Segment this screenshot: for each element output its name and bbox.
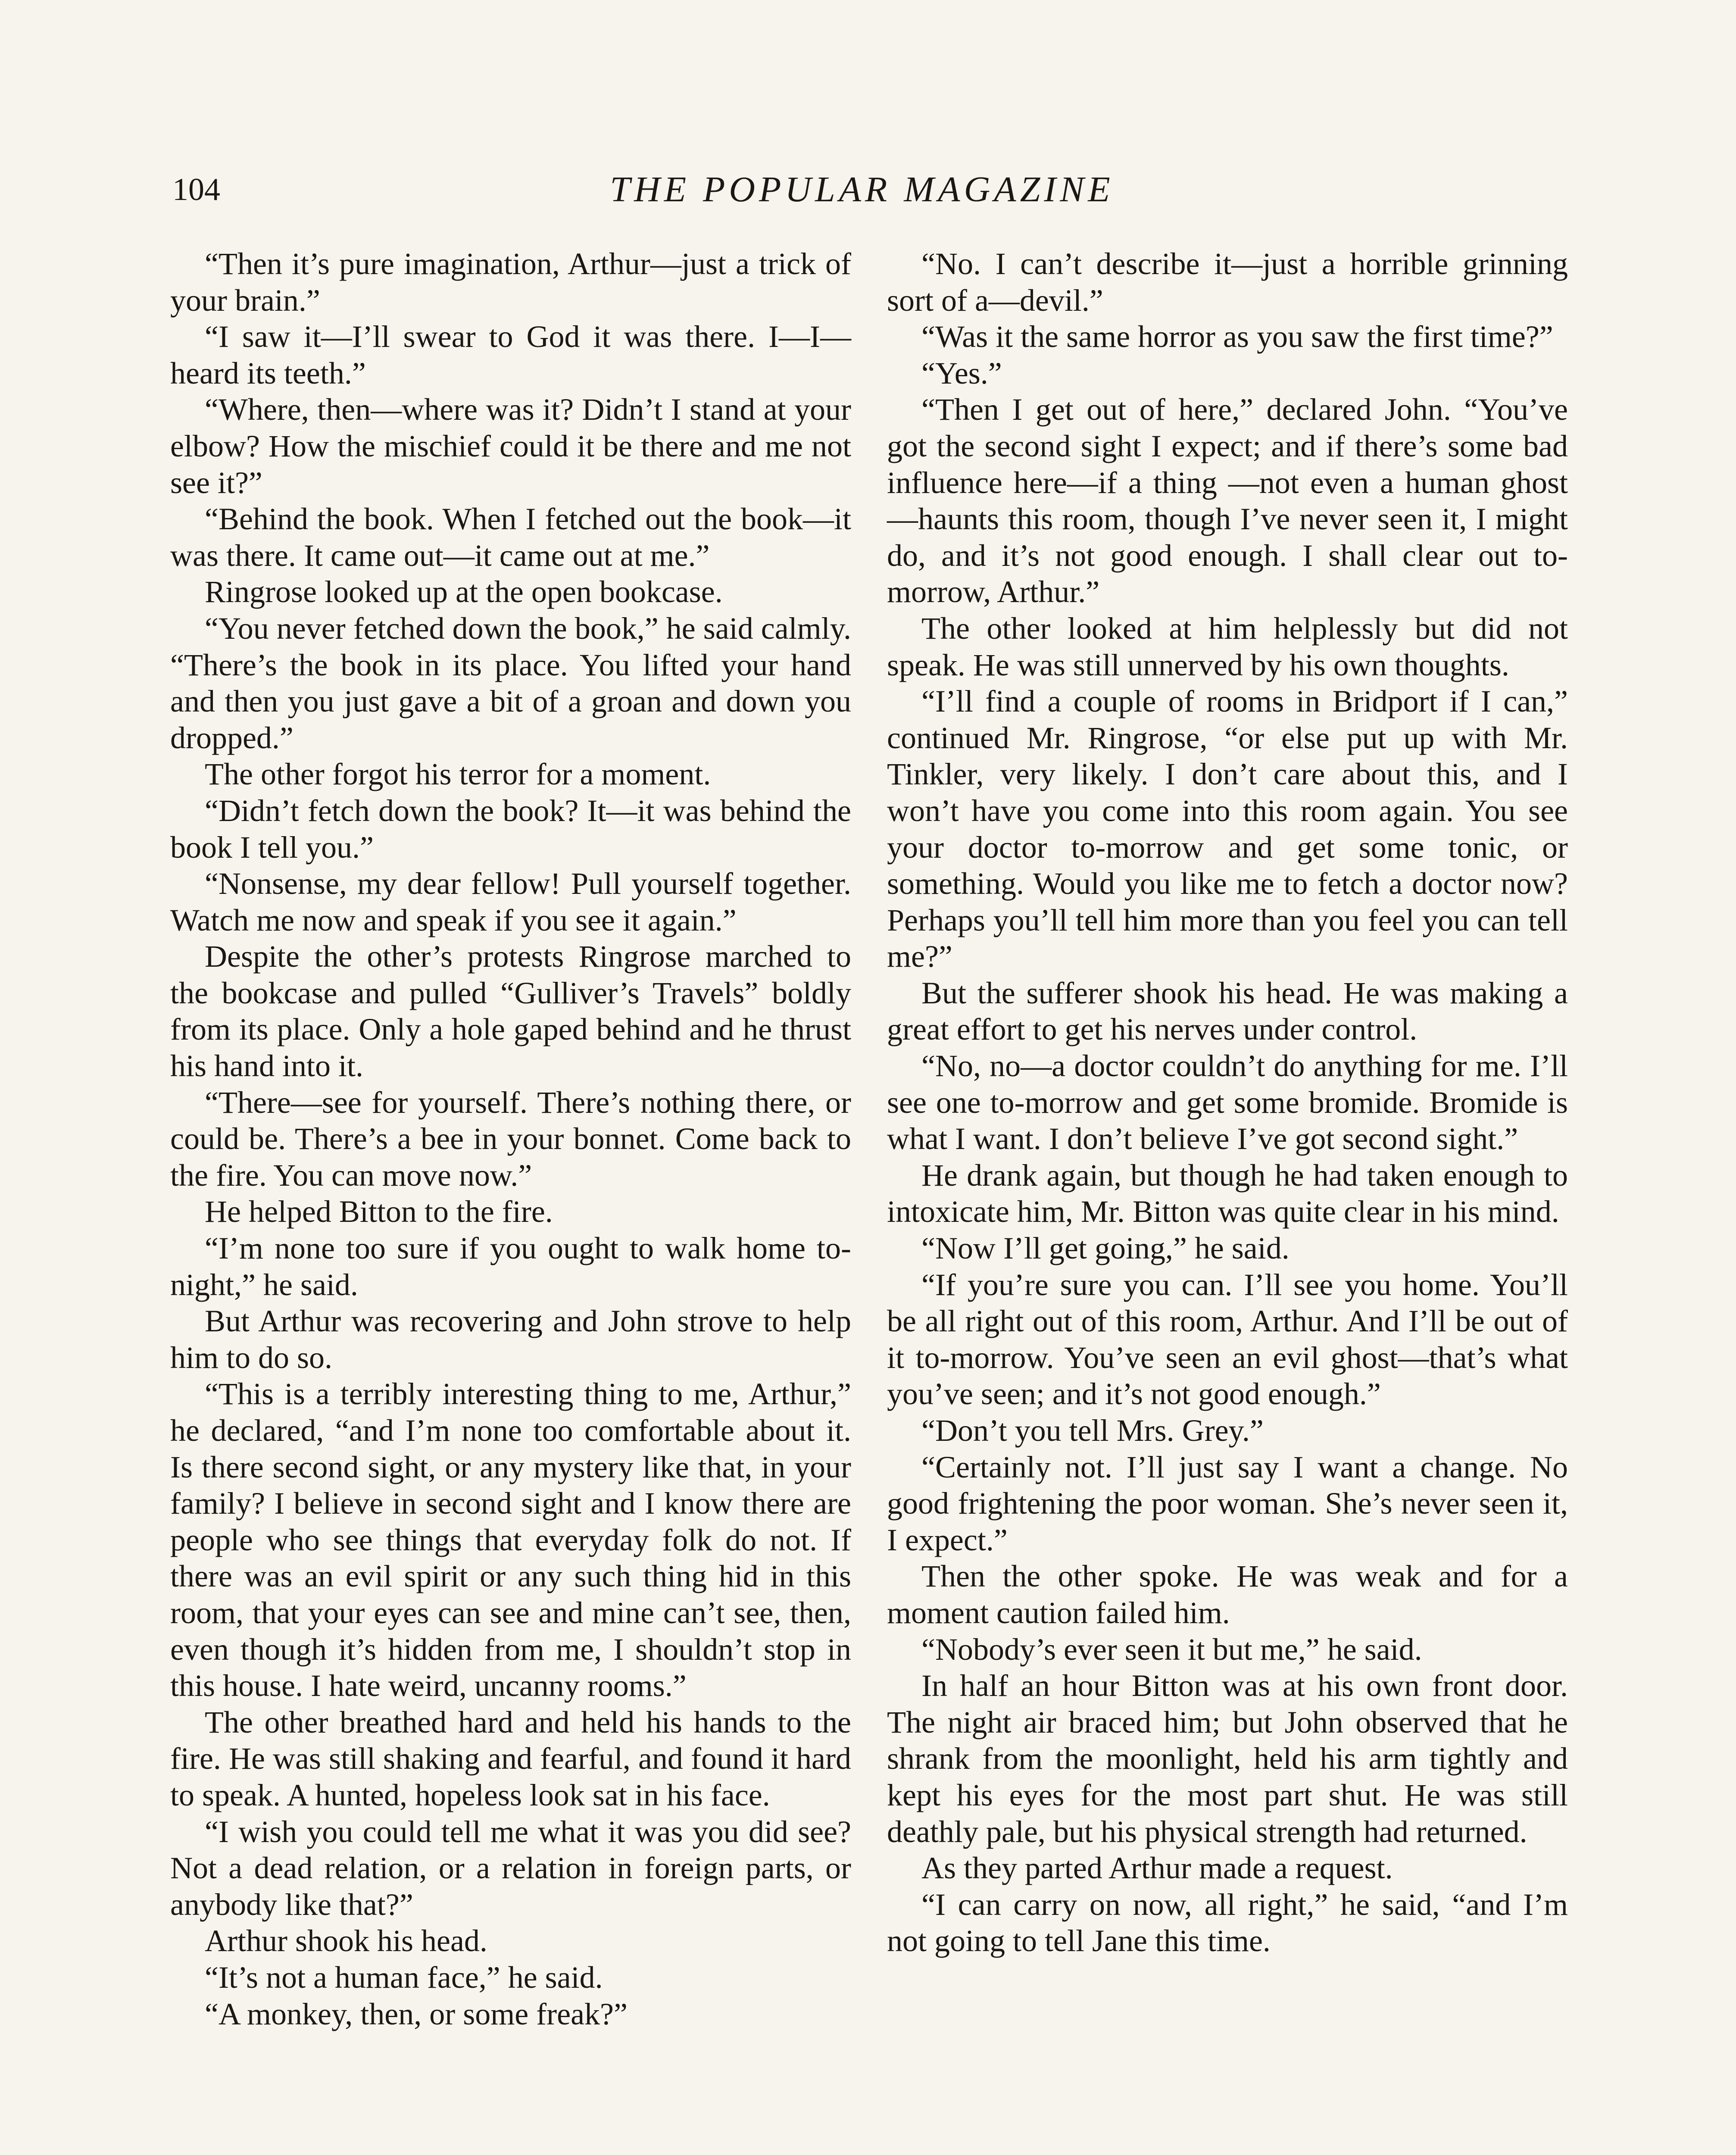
paragraph: He drank again, but though he had taken enough to intoxicate him, Mr. Bitton was quite clear in his mind. [887,1158,1568,1229]
paragraph: “No, no—a doctor couldn’t do anything for me. I’ll see one to-morrow and get some bromide. Bromide is what I want. I don’t believe I’ve got second sight.” [887,1049,1568,1156]
left-text-column [170,246,851,2032]
paragraph: The other looked at him helplessly but did not speak. He was still unnerved by his own thoughts. [887,611,1568,682]
paragraph: “I’m none too sure if you ought to walk home to-night,” he said. [170,1231,851,1302]
page-number: 104 [172,172,220,207]
paragraph: “A monkey, then, or some freak?” [205,1996,628,2031]
paragraph: Ringrose looked up at the open bookcase. [205,575,723,609]
paragraph: “Behind the book. When I fetched out the book—it was there. It came out—it came out at me.” [170,502,851,573]
paragraph: “There—see for yourself. There’s nothing there, or could be. There’s a bee in your bonnet. Come back to the fire. You can move now.” [170,1085,851,1193]
paragraph: “Nobody’s ever seen it but me,” he said. [921,1632,1422,1667]
paragraph: “This is a terribly interesting thing to me, Arthur,” he declared, “and I’m none too comfortable about it. Is there second sight, or any mystery like that, in your family? I believe in second sight and I know there are people who see things that everyday folk do not. If there was an evil spirit or any such thing hid in this room, that your eyes can see and mine can’t see, then, even though it’s hidden from me, I shouldn’t stop in this house. I hate weird, uncanny rooms.” [170,1377,851,1703]
paragraph: “Then it’s pure imagination, Arthur—just a trick of your brain.” [170,247,851,318]
page-header [172,157,1552,222]
paragraph: In half an hour Bitton was at his own front door. The night air braced him; but John observed that he shrank from the moonlight, held his arm tightly and kept his eyes for the most part shut. He was still deathly pale, but his physical strength had returned. [887,1668,1568,1849]
paragraph: “I wish you could tell me what it was you did see? Not a dead relation, or a relation in foreign parts, or anybody like that?” [170,1814,851,1922]
paragraph: “Don’t you tell Mrs. Grey.” [921,1413,1264,1448]
paragraph: “Didn’t fetch down the book? It—it was behind the book I tell you.” [170,793,851,865]
paragraph: “Certainly not. I’ll just say I want a change. No good frightening the poor woman. She’s never seen it, I expect.” [887,1449,1568,1557]
paragraph: But Arthur was recovering and John strove to help him to do so. [170,1304,851,1375]
paragraph: “I saw it—I’ll swear to God it was there. I—I—heard its teeth.” [170,319,851,390]
paragraph: “Yes.” [921,356,1002,390]
paragraph: But the sufferer shook his head. He was making a great effort to get his nerves under control. [887,975,1568,1047]
paragraph: “Nonsense, my dear fellow! Pull yourself together. Watch me now and speak if you see it again.” [170,866,851,937]
paragraph: “You never fetched down the book,” he said calmly. “There’s the book in its place. You lifted your hand and then you just gave a bit of a groan and down you dropped.” [170,611,851,755]
paragraph: He helped Bitton to the fire. [205,1194,553,1229]
paragraph: Arthur shook his head. [205,1924,487,1958]
right-text-column [887,246,1568,1959]
paragraph: “Where, then—where was it? Didn’t I stand at your elbow? How the mischief could it be there and me not see it?” [170,392,851,500]
paragraph: “If you’re sure you can. I’ll see you home. You’ll be all right out of this room, Arthur. And I’ll be out of it to-morrow. You’ve seen an evil ghost—that’s what you’ve seen; and it’s not good enough.” [887,1267,1568,1412]
paragraph: “No. I can’t describe it—just a horrible grinning sort of a—devil.” [887,247,1568,318]
paragraph: The other breathed hard and held his hands to the fire. He was still shaking and fearful, and found it hard to speak. A hunted, hopeless look sat in his face. [170,1705,851,1812]
paragraph: “I’ll find a couple of rooms in Bridport if I can,” continued Mr. Ringrose, “or else put up with Mr. Tinkler, very likely. I don’t care about this, and I won’t have you come into this room again. You see your doctor to-morrow and get some tonic, or something. Would you like me to fetch a doctor now? Perhaps you’ll tell him more than you feel you can tell me?” [887,684,1568,974]
paragraph: Despite the other’s protests Ringrose marched to the bookcase and pulled “Gulliver’s Travels” boldly from its place. Only a hole gaped behind and he thrust his hand into it. [170,939,851,1084]
paragraph: “Now I’ll get going,” he said. [921,1231,1290,1266]
paragraph: “Was it the same horror as you saw the first time?” [921,319,1553,354]
paragraph: As they parted Arthur made a request. [921,1851,1393,1886]
running-title: THE POPULAR MAGAZINE [610,169,1114,209]
paragraph: “It’s not a human face,” he said. [205,1960,603,1995]
paragraph: “Then I get out of here,” declared John. “You’ve got the second sight I expect; and if there’s some bad influence here—if a thing —not even a human ghost—haunts this room, though I’ve never seen it, I might do, and it’s not good enough. I shall clear out to-morrow, Arthur.” [887,392,1568,609]
paragraph: “I can carry on now, all right,” he said, “and I’m not going to tell Jane this time. [887,1887,1568,1958]
paragraph: Then the other spoke. He was weak and for a moment caution failed him. [887,1559,1568,1630]
paragraph: The other forgot his terror for a moment. [205,757,711,792]
